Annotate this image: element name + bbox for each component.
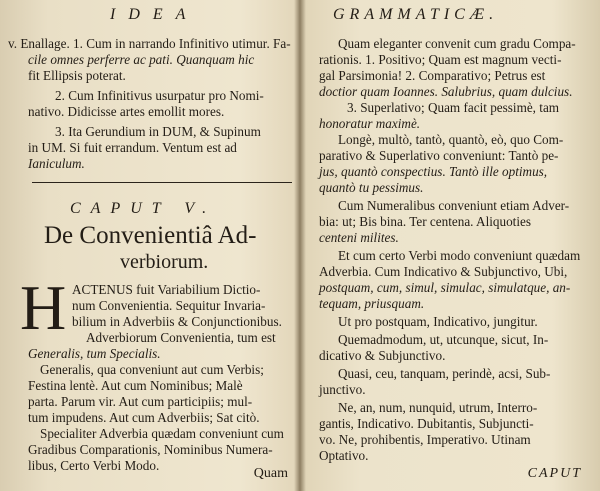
- body-line: Adverbiorum Convenientia, tum est: [86, 330, 276, 345]
- right-line: Et cum certo Verbi modo conveniunt quædam: [338, 248, 581, 263]
- right-line: junctivo.: [319, 382, 366, 397]
- body-line: ACTENUS fuit Variabilium Dictio-: [72, 282, 261, 297]
- left-line: in UM. Si fuit errandum. Ventum est ad: [28, 140, 237, 155]
- right-line: parativo & Superlativo conveniunt: Tantò pe-: [319, 148, 559, 163]
- body-line: Generalis, qua conveniunt aut cum Verbis;: [40, 362, 264, 377]
- body-line: Generalis, tum Specialis.: [28, 346, 161, 361]
- right-line: Ut pro postquam, Indicativo, jungitur.: [338, 314, 538, 329]
- left-line: 2. Cum Infinitivus usurpatur pro Nomi-: [55, 88, 264, 103]
- right-line: jus, quantò conspectius. Tantò ille optimus,: [319, 164, 548, 179]
- body-line: Festina lentè. Aut cum Nominibus; Malè: [28, 378, 243, 393]
- right-line: Quasi, ceu, tanquam, perindè, acsi, Sub-: [338, 366, 551, 381]
- chapter-title-line2: verbiorum.: [120, 251, 209, 273]
- left-running-head: IDEA: [110, 6, 199, 23]
- left-page: [0, 0, 298, 491]
- right-line: centeni milites.: [319, 230, 399, 245]
- body-line: parta. Parum vir. Aut cum participiis; mul-: [28, 394, 253, 409]
- drop-cap: H: [20, 272, 67, 343]
- left-catchword: Quam: [253, 466, 288, 481]
- right-line: rationis. 1. Positivo; Quam est magnum vecti-: [319, 52, 562, 67]
- body-line: num Convenientia. Sequitur Invaria-: [72, 298, 266, 313]
- left-line: nativo. Didicisse artes emollit mores.: [28, 104, 225, 119]
- body-line: Gradibus Comparationis, Nominibus Numera-: [28, 442, 273, 457]
- right-line: postquam, cum, simul, simulac, simulatque, an-: [319, 280, 571, 295]
- right-line: bia: ut; Bis bina. Ter centena. Aliquoties: [319, 214, 531, 229]
- right-page: [303, 0, 600, 491]
- right-line: Quemadmodum, ut, utcunque, sicut, In-: [338, 332, 549, 347]
- right-line: Adverbia. Cum Indicativo & Subjunctivo, Ubi,: [319, 264, 568, 279]
- body-line: Specialiter Adverbia quædam conveniunt cum: [40, 426, 284, 441]
- right-line: Ne, an, num, nunquid, utrum, Interro-: [338, 400, 538, 415]
- left-line: v. Enallage. 1. Cum in narrando Infinitivo utimur. Fa-: [8, 36, 291, 51]
- left-line: Ianiculum.: [28, 156, 85, 171]
- right-running-head: GRAMMATICÆ.: [333, 6, 499, 23]
- left-line: fit Ellipsis poterat.: [28, 68, 126, 83]
- right-line: gantis, Indicativo. Dubitantis, Subjuncti-: [319, 416, 534, 431]
- chapter-title-line1: De Convenientiâ Ad-: [44, 222, 257, 249]
- left-line: 3. Ita Gerundium in DUM, & Supinum: [55, 124, 261, 139]
- body-line: libus, Certo Verbi Modo.: [28, 458, 160, 473]
- section-rule: [32, 182, 292, 183]
- right-line: honoratur maximè.: [319, 116, 421, 131]
- right-line: doctior quam Ioannes. Salubrius, quam dulcius.: [319, 84, 573, 99]
- right-line: quantò tu pessimus.: [319, 180, 424, 195]
- right-line: gal Parsimonia! 2. Comparativo; Petrus est: [319, 68, 546, 83]
- right-catchword: CAPUT: [527, 466, 582, 481]
- right-line: Quam eleganter convenit cum gradu Compa-: [338, 36, 576, 51]
- right-line: dicativo & Subjunctivo.: [319, 348, 446, 363]
- body-line: bilium in Adverbiis & Conjunctionibus.: [72, 314, 282, 329]
- right-line: Cum Numeralibus conveniunt etiam Adver-: [338, 198, 570, 213]
- right-line: 3. Superlativo; Quam facit pessimè, tam: [347, 100, 560, 115]
- left-line: cile omnes perferre ac pati. Quanquam hic: [28, 52, 255, 67]
- body-line: tum impudens. Aut cum Adverbiis; Sat citò.: [28, 410, 260, 425]
- right-line: tequam, priusquam.: [319, 296, 425, 311]
- chapter-label: CAPUT V.: [70, 200, 217, 217]
- right-line: Optativo.: [319, 448, 369, 463]
- right-line: Longè, multò, tantò, quantò, eò, quo Com-: [338, 132, 564, 147]
- right-line: vo. Ne, prohibentis, Imperativo. Utinam: [319, 432, 531, 447]
